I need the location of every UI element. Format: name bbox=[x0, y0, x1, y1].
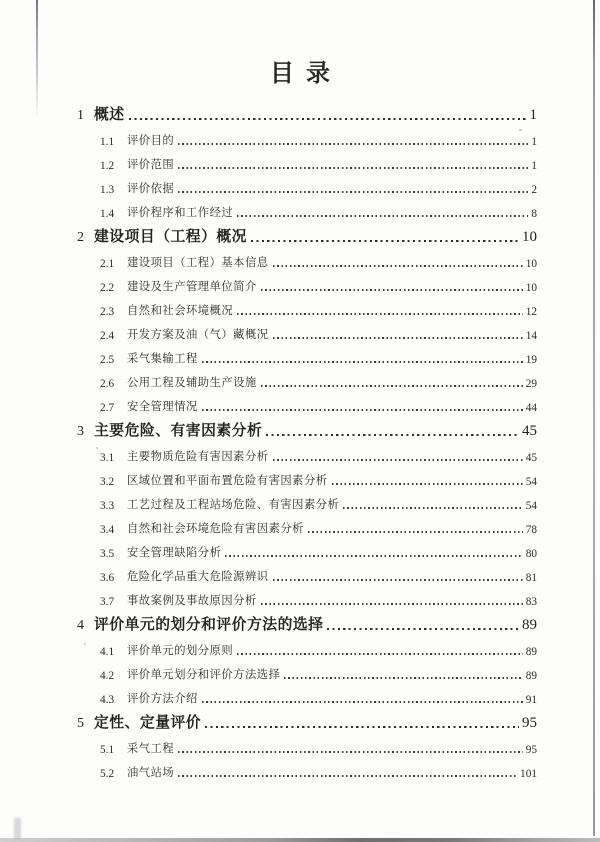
toc-item-row bbox=[77, 172, 537, 196]
toc-entry-page: 54 bbox=[525, 476, 537, 488]
toc-entry-title: 开发方案及油（气）藏概况 bbox=[127, 329, 269, 341]
toc-entry-page: 10 bbox=[525, 258, 537, 270]
toc-entry-page: 8 bbox=[531, 208, 537, 220]
toc-entry-page: 19 bbox=[525, 354, 537, 366]
toc-item-row bbox=[77, 196, 537, 220]
dot-leader bbox=[308, 531, 523, 533]
dot-leader bbox=[284, 677, 522, 679]
toc-entry-number: 5 bbox=[77, 716, 84, 731]
toc-entry-number: 3 bbox=[77, 424, 84, 439]
dot-leader bbox=[251, 240, 519, 242]
dot-leader bbox=[178, 143, 528, 145]
toc-item-row bbox=[77, 440, 537, 464]
dot-leader bbox=[178, 775, 517, 777]
toc-section-row bbox=[77, 608, 537, 634]
toc-entry-page: 45 bbox=[525, 452, 537, 464]
toc-item-row bbox=[77, 148, 537, 172]
toc-entry-title: 采气集输工程 bbox=[127, 353, 198, 365]
toc-entry-page: 1 bbox=[531, 136, 537, 148]
toc-list bbox=[0, 98, 600, 780]
toc-entry-title: 评价单元划分和评价方法选择 bbox=[127, 669, 281, 681]
toc-item-row bbox=[77, 342, 537, 366]
toc-entry-page: 2 bbox=[531, 184, 537, 196]
toc-entry-page: 95 bbox=[522, 715, 537, 731]
toc-entry-title: 事故案例及事故原因分析 bbox=[127, 595, 257, 607]
toc-item-row bbox=[77, 318, 537, 342]
toc-entry-title: 主要物质危险有害因素分析 bbox=[127, 451, 269, 463]
toc-entry-title: 区域位置和平面布置危险有害因素分析 bbox=[127, 475, 328, 487]
toc-entry-number: 1.4 bbox=[100, 208, 115, 220]
toc-item-row bbox=[77, 488, 537, 512]
toc-entry-number: 1.2 bbox=[100, 160, 115, 172]
toc-entry-number: 3.5 bbox=[100, 548, 115, 560]
toc-entry-title: 建设项目（工程）基本信息 bbox=[127, 257, 269, 269]
toc-entry-number: 2.5 bbox=[100, 354, 115, 366]
toc-entry-page: 10 bbox=[525, 282, 537, 294]
dot-leader bbox=[261, 603, 523, 605]
toc-item-row bbox=[77, 536, 537, 560]
toc-entry-title: 采气工程 bbox=[127, 743, 175, 755]
toc-entry-title: 主要危险、有害因素分析 bbox=[94, 423, 263, 439]
dot-leader bbox=[178, 191, 528, 193]
toc-entry-title: 自然和社会环境概况 bbox=[127, 305, 234, 317]
dot-leader bbox=[273, 265, 523, 267]
toc-entry-title: 定性、定量评价 bbox=[94, 715, 202, 731]
dot-leader bbox=[343, 507, 522, 509]
toc-entry-page: 95 bbox=[525, 744, 537, 756]
toc-entry-page: 83 bbox=[525, 596, 537, 608]
toc-entry-title: 评价方法介绍 bbox=[127, 693, 198, 705]
toc-entry-title: 安全管理缺陷分析 bbox=[127, 547, 222, 559]
toc-entry-title: 安全管理情况 bbox=[127, 401, 198, 413]
toc-entry-title: 评价范围 bbox=[127, 159, 175, 171]
toc-entry-number: 3.1 bbox=[100, 452, 115, 464]
toc-item-row bbox=[77, 732, 537, 756]
toc-entry-number: 3.6 bbox=[100, 572, 115, 584]
toc-entry-number: 5.1 bbox=[100, 744, 115, 756]
toc-item-row bbox=[77, 124, 537, 148]
toc-entry-title: 评价程序和工作经过 bbox=[127, 207, 234, 219]
toc-section-row bbox=[77, 706, 537, 732]
toc-entry-page: 44 bbox=[525, 402, 537, 414]
toc-entry-title: 危险化学品重大危险源辨识 bbox=[127, 571, 269, 583]
toc-entry-number: 1.3 bbox=[100, 184, 115, 196]
toc-entry-page: 81 bbox=[525, 572, 537, 584]
dot-leader bbox=[129, 118, 527, 120]
toc-entry-title: 建设及生产管理单位简介 bbox=[127, 281, 257, 293]
dot-leader bbox=[273, 337, 523, 339]
toc-entry-number: 2.2 bbox=[100, 282, 115, 294]
toc-entry-page: 54 bbox=[525, 500, 537, 512]
toc-entry-page: 1 bbox=[529, 107, 537, 123]
toc-entry-page: 89 bbox=[525, 646, 537, 658]
dot-leader bbox=[261, 289, 523, 291]
page-title: 目 录 bbox=[270, 61, 330, 87]
dot-leader bbox=[178, 167, 528, 169]
toc-item-row bbox=[77, 390, 537, 414]
toc-entry-title: 工艺过程及工程站场危险、有害因素分析 bbox=[127, 499, 340, 511]
toc-item-row bbox=[77, 658, 537, 682]
toc-entry-title: 建设项目（工程）概况 bbox=[94, 229, 247, 245]
dot-leader bbox=[273, 459, 523, 461]
toc-entry-number: 2.1 bbox=[100, 258, 115, 270]
toc-entry-number: 1 bbox=[77, 108, 84, 123]
toc-entry-page: 10 bbox=[522, 229, 537, 245]
dot-leader bbox=[225, 555, 522, 557]
dot-leader bbox=[237, 215, 528, 217]
toc-entry-number: 5.2 bbox=[100, 768, 115, 780]
toc-entry-number: 2.7 bbox=[100, 402, 115, 414]
toc-entry-number: 2.4 bbox=[100, 330, 115, 342]
toc-entry-page: 80 bbox=[525, 548, 537, 560]
toc-entry-title: 概述 bbox=[94, 107, 125, 123]
toc-item-row bbox=[77, 246, 537, 270]
toc-entry-number: 4 bbox=[77, 618, 84, 633]
scan-edge-line-bottom bbox=[0, 838, 600, 842]
toc-entry-title: 公用工程及辅助生产设施 bbox=[127, 377, 257, 389]
toc-section-row bbox=[77, 414, 537, 440]
toc-entry-title: 自然和社会环境危险有害因素分析 bbox=[127, 523, 304, 535]
toc-entry-page: 1 bbox=[531, 160, 537, 172]
toc-entry-number: 3.3 bbox=[100, 500, 115, 512]
toc-entry-number: 3.4 bbox=[100, 524, 115, 536]
toc-item-row bbox=[77, 584, 537, 608]
toc-entry-number: 4.2 bbox=[100, 670, 115, 682]
toc-item-row bbox=[77, 560, 537, 584]
toc-entry-number: 4.3 bbox=[100, 694, 115, 706]
toc-entry-title: 油气站场 bbox=[127, 767, 175, 779]
toc-item-row bbox=[77, 294, 537, 318]
toc-entry-number: 2.3 bbox=[100, 306, 115, 318]
dot-leader bbox=[327, 628, 519, 630]
dot-leader bbox=[205, 726, 519, 728]
dot-leader bbox=[202, 361, 523, 363]
dot-leader bbox=[237, 313, 523, 315]
toc-entry-number: 3.2 bbox=[100, 476, 115, 488]
toc-entry-page: 91 bbox=[525, 694, 537, 706]
toc-entry-title: 评价目的 bbox=[127, 135, 175, 147]
toc-entry-number: 1.1 bbox=[100, 136, 115, 148]
toc-entry-number: 2.6 bbox=[100, 378, 115, 390]
scan-smudge-bottom-left bbox=[14, 818, 21, 839]
toc-entry-title: 评价单元的划分和评价方法的选择 bbox=[94, 617, 324, 633]
toc-item-row bbox=[77, 464, 537, 488]
toc-entry-page: 101 bbox=[520, 768, 537, 780]
dot-leader bbox=[237, 653, 523, 655]
toc-entry-page: 29 bbox=[525, 378, 537, 390]
toc-item-row bbox=[77, 512, 537, 536]
toc-entry-page: 89 bbox=[522, 617, 537, 633]
toc-entry-title: 评价依据 bbox=[127, 183, 175, 195]
toc-entry-number: 3.7 bbox=[100, 596, 115, 608]
dot-leader bbox=[273, 579, 523, 581]
toc-section-row bbox=[77, 220, 537, 246]
toc-item-row bbox=[77, 756, 537, 780]
toc-entry-number: 4.1 bbox=[100, 646, 115, 658]
toc-entry-page: 45 bbox=[522, 423, 537, 439]
dot-leader bbox=[332, 483, 523, 485]
dot-leader bbox=[261, 385, 523, 387]
toc-item-row bbox=[77, 682, 537, 706]
toc-item-row bbox=[77, 634, 537, 658]
dot-leader bbox=[202, 701, 523, 703]
toc-section-row bbox=[77, 98, 537, 124]
toc-entry-page: 89 bbox=[525, 670, 537, 682]
toc-entry-title: 评价单元的划分原则 bbox=[127, 645, 234, 657]
toc-entry-page: 14 bbox=[525, 330, 537, 342]
dot-leader bbox=[178, 751, 523, 753]
toc-item-row bbox=[77, 366, 537, 390]
toc-entry-page: 78 bbox=[525, 524, 537, 536]
dot-leader bbox=[202, 409, 523, 411]
toc-item-row bbox=[77, 270, 537, 294]
toc-entry-page: 12 bbox=[525, 306, 537, 318]
dot-leader bbox=[266, 434, 519, 436]
toc-entry-number: 2 bbox=[77, 230, 84, 245]
